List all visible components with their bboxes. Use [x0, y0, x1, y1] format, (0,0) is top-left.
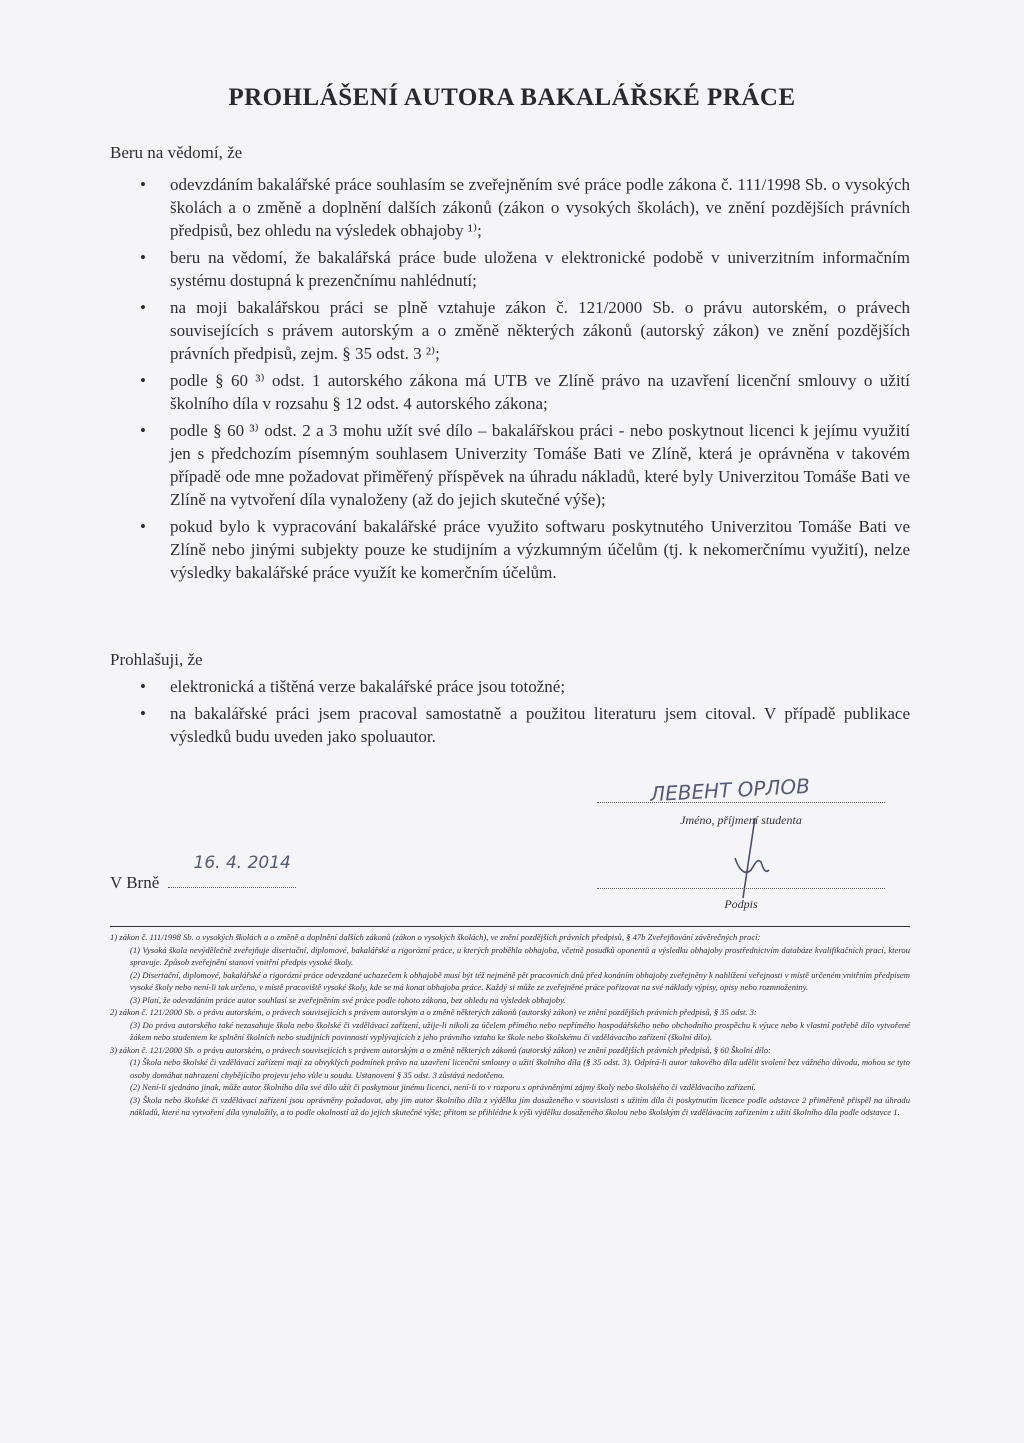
- footnote-separator: [110, 926, 910, 927]
- date-line: [168, 853, 296, 888]
- handwritten-date: 16. 4. 2014: [193, 853, 291, 873]
- list-item: • na moji bakalářskou práci se plně vztahuje zákon č. 121/2000 Sb. o právu autorském, o právech souvisejících s právem autorským a o změně některých zákonů (autorský zákon) ve znění pozdějších právních předpisů, zejm. § 35 odst. 3 ²⁾;: [110, 296, 910, 365]
- footnote-paragraph: 2) zákon č. 121/2000 Sb. o právu autorském, o právech souvisejících s právem autorským a o změně některých zákonů (autorský zákon) ve znění pozdějších právních předpisů, § 35 odst. 3:: [110, 1007, 757, 1017]
- list-item: • podle § 60 ³⁾ odst. 1 autorského zákona má UTB ve Zlíně právo na uzavření licenční smlouvy o užití školního díla v rozsahu § 12 odst. 4 autorského zákona;: [110, 369, 910, 415]
- footnote-paragraph: (2) Není-li sjednáno jinak, může autor školního díla své dílo užít či poskytnout jinému licenci, není-li to v rozporu s oprávněnými zájmy školy nebo školského či vzdělávacího zařízení.: [130, 1082, 756, 1092]
- intro-text-1: Beru na vědomí, že: [110, 143, 243, 162]
- place-label: [110, 853, 296, 893]
- list-item: • odevzdáním bakalářské práce souhlasím se zveřejněním své práce podle zákona č. 111/1998 Sb. o vysokých školách a o změně a doplnění dalších zákonů (zákon o vysokých školách), ve znění pozdějších právních předpisů, bez ohledu na výsledek obhajoby ¹⁾;: [110, 173, 910, 242]
- signature-line: [597, 888, 885, 889]
- footnote-paragraph: (1) Vysoká škola nevýdělečně zveřejňuje disertační, diplomové, bakalářské a rigorózní práce, u kterých proběhla obhajoba, včetně posudků oponentů a výsledku obhajoby prostřednictvím databáze kvalifikačních prací, kterou spravuje. Způsob zveřejnění stanoví vnitřní předpis vysoké školy.: [130, 944, 910, 967]
- signature-caption: Podpis: [724, 897, 758, 911]
- name-line: [597, 802, 885, 803]
- list-item: • elektronická a tištěná verze bakalářské práce jsou totožné;: [110, 675, 910, 698]
- footnote-paragraph: (3) Škola nebo školské či vzdělávací zařízení jsou oprávněny požadovat, aby jim autor školního díla z výdělku jím dosaženého v souvislosti s užitím díla či poskytnutím licence podle odstavce 2 přiměřeně přispěl na úhradu nákladů, které na vytvoření díla vynaložily, a to podle okolností až do jejich skutečné výše; přitom se přihlédne k výši výdělku dosaženého školou nebo školským či vzdělávacím zařízením z užití školního díla podle odstavce 1.: [130, 1094, 910, 1117]
- intro-text-2: Prohlašuji, že: [110, 650, 203, 669]
- document-title: PROHLÁŠENÍ AUTORA BAKALÁŘSKÉ PRÁCE: [228, 84, 796, 111]
- list-item: • beru na vědomí, že bakalářská práce bude uložena v elektronické podobě v univerzitním informačním systému dostupná k prezenčnímu nahlédnutí;: [110, 246, 910, 292]
- footnote-paragraph: (1) Škola nebo školské či vzdělávací zařízení mají za obvyklých podmínek právo na uzavření licenční smlouvy o užití školního díla (§ 35 odst. 3). Odpírá-li autor takového díla udělit svolení bez vážného důvodu, mohou se tyto osoby domáhat nahrazení chybějícího projevu jeho vůle u soudu. Ustanovení § 35 odst. 3 zůstává nedotčeno.: [130, 1057, 910, 1080]
- footnote-paragraph: 3) zákon č. 121/2000 Sb. o právu autorském, o právech souvisejících s právem autorským a o změně některých zákonů (autorský zákon) ve znění pozdějších právních předpisů, § 60 Školní dílo:: [110, 1044, 771, 1055]
- list-item: • podle § 60 ³⁾ odst. 2 a 3 mohu užít své dílo – bakalářskou práci - nebo poskytnout licenci k jejímu využití jen s předchozím písemným souhlasem Univerzity Tomáše Bati ve Zlíně, která je oprávněna v takovém případě ode mne požadovat přiměřený příspěvek na úhradu nákladů, které byly Univerzitou Tomáše Bati ve Zlíně na vytvoření díla vynaloženy (až do jejich skutečné výše);: [110, 419, 910, 511]
- footnote-paragraph: (3) Platí, že odevzdáním práce autor souhlasí se zveřejněním své práce podle tohoto zákona, bez ohledu na výsledek obhajoby.: [130, 994, 566, 1005]
- list-item: • pokud bylo k vypracování bakalářské práce využito softwaru poskytnutého Univerzitou Tomáše Bati ve Zlíně nebo jinými subjekty pouze ke studijním a výzkumným účelům (tj. k nekomerčnímu využití), nelze výsledky bakalářské práce využít ke komerčním účelům.: [110, 515, 910, 584]
- declarations-list: [110, 675, 910, 752]
- signature-scribble-icon: [725, 810, 785, 910]
- footnote-paragraph: 1) zákon č. 111/1998 Sb. o vysokých školách a o změně a doplnění dalších zákonů (zákon o vysokých školách), ve znění pozdějších právních předpisů, § 47b Zveřejňování závěrečných prací:: [110, 932, 761, 942]
- handwritten-name: ЛЕВЕНТ ОРЛОВ: [649, 773, 811, 807]
- footnote-paragraph: (3) Do práva autorského také nezasahuje škola nebo školské či vzdělávací zařízení, užije-li nikoli za účelem přímého nebo nepřímého hospodářského nebo obchodního prospěchu k výuce nebo k vlastní potřebě dílo vytvořené žákem nebo studentem ke splnění školních nebo studijních povinností vyplývajících z jeho právního vztahu ke škole nebo školskému či vzdělávacího zařízení (školní dílo).: [130, 1019, 910, 1042]
- obligations-list: [110, 173, 910, 588]
- footnote-paragraph: (2) Disertační, diplomové, bakalářské a rigorózní práce odevzdané uchazečem k obhajobě musí být též nejméně pět pracovních dnů před konáním obhajoby zveřejněny k nahlížení veřejnosti v místě určeném vnitřním předpisem vysoké školy nebo není-li tak určeno, v místě pracoviště vysoké školy, kde se má konat obhajoba práce. Každý si může ze zveřejněné práce pořizovat na své náklady výpisy, opisy nebo rozmnoženiny.: [130, 969, 910, 992]
- place-text: V Brně: [110, 873, 160, 892]
- name-caption: Jméno, příjmení studenta: [680, 813, 802, 827]
- footnotes: [110, 931, 910, 1119]
- list-item: • na bakalářské práci jsem pracoval samostatně a použitou literaturu jsem citoval. V případě publikace výsledků budu uveden jako spoluautor.: [110, 702, 910, 748]
